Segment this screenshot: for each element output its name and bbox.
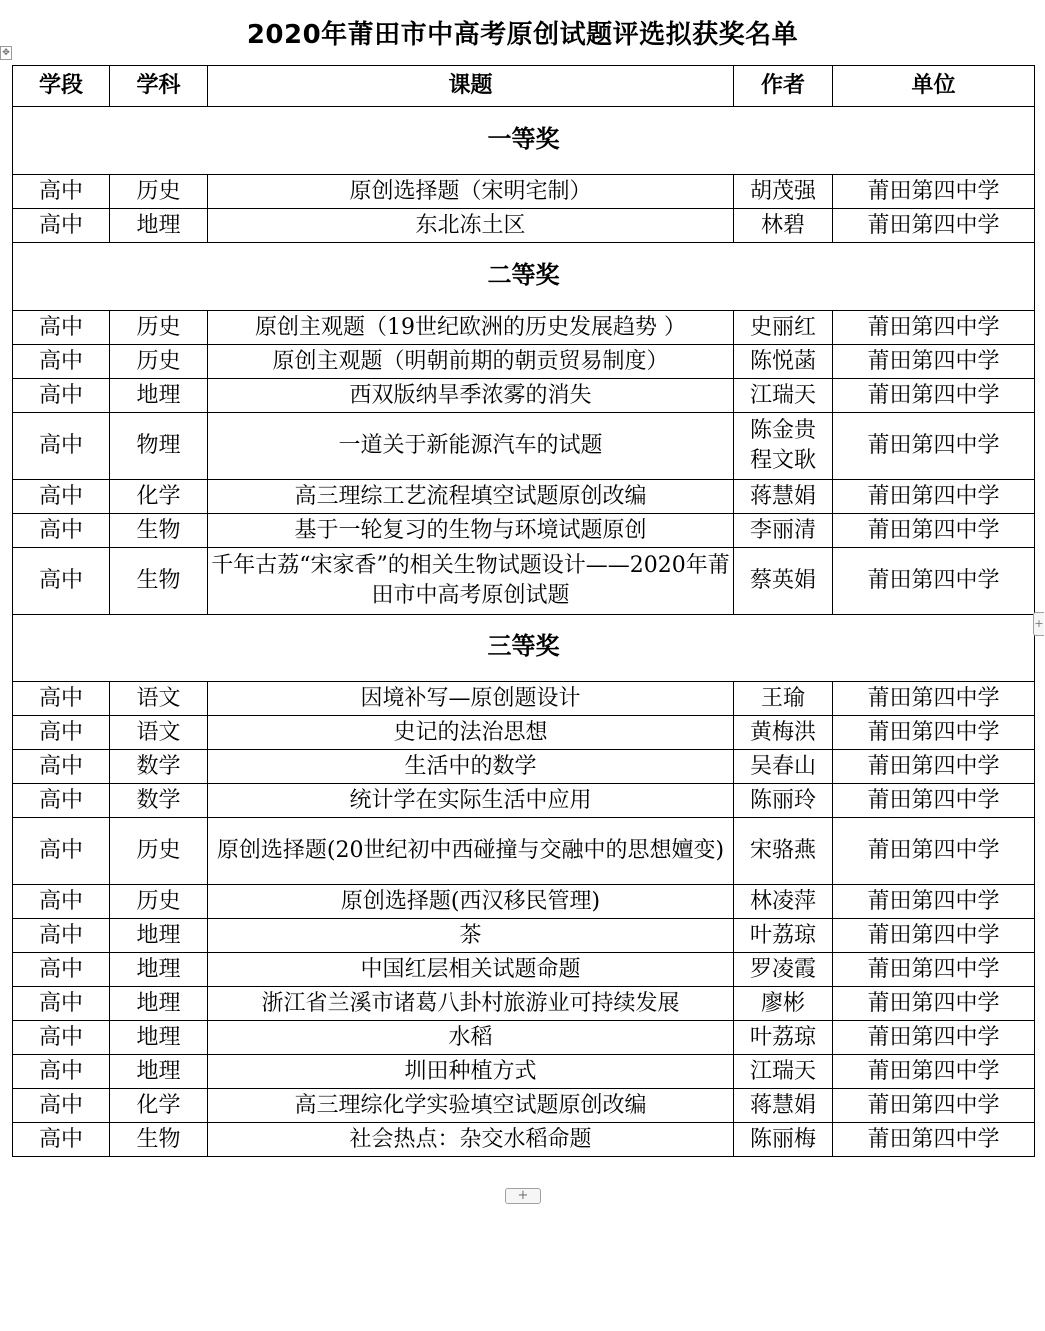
section-label (13, 243, 1035, 311)
cell-stage: 高中 (13, 750, 110, 784)
cell-stage: 高中 (13, 953, 110, 987)
section-first-prize (13, 107, 1035, 175)
table-row (13, 818, 1035, 885)
cell-topic: 茶 (208, 919, 734, 953)
cell-subject: 地理 (110, 379, 208, 413)
cell-subject: 语文 (110, 682, 208, 716)
cell-topic: 高三理综化学实验填空试题原创改编 (208, 1089, 734, 1123)
cell-unit: 莆田第四中学 (833, 345, 1035, 379)
cell-unit: 莆田第四中学 (833, 379, 1035, 413)
table-row (13, 919, 1035, 953)
cell-topic: 史记的法治思想 (208, 716, 734, 750)
cell-stage: 高中 (13, 345, 110, 379)
cell-stage: 高中 (13, 209, 110, 243)
cell-unit: 莆田第四中学 (833, 480, 1035, 514)
cell-author: 黄梅洪 (734, 716, 833, 750)
cell-stage: 高中 (13, 1123, 110, 1157)
cell-unit: 莆田第四中学 (833, 919, 1035, 953)
cell-stage: 高中 (13, 1055, 110, 1089)
table-row (13, 953, 1035, 987)
cell-stage: 高中 (13, 1021, 110, 1055)
cell-topic: 原创主观题（明朝前期的朝贡贸易制度） (208, 345, 734, 379)
cell-subject: 化学 (110, 480, 208, 514)
section-second-prize (13, 243, 1035, 311)
cell-subject: 生物 (110, 514, 208, 548)
add-column-icon[interactable]: + (1033, 612, 1044, 636)
add-row-icon[interactable]: + (505, 1188, 541, 1204)
cell-author: 叶荔琼 (734, 1021, 833, 1055)
table-row (13, 1123, 1035, 1157)
cell-subject: 语文 (110, 716, 208, 750)
table-row (13, 1021, 1035, 1055)
cell-subject: 生物 (110, 1123, 208, 1157)
section-label (13, 615, 1035, 682)
table-row (13, 716, 1035, 750)
cell-subject: 地理 (110, 919, 208, 953)
table-row (13, 784, 1035, 818)
cell-author: 江瑞天 (734, 379, 833, 413)
section-label-text: 一等奖 (487, 124, 560, 153)
cell-subject: 生物 (110, 548, 208, 615)
cell-stage: 高中 (13, 311, 110, 345)
cell-author: 林碧 (734, 209, 833, 243)
cell-subject: 地理 (110, 1021, 208, 1055)
cell-topic: 社会热点：杂交水稻命题 (208, 1123, 734, 1157)
cell-author: 陈悦菡 (734, 345, 833, 379)
cell-subject: 地理 (110, 987, 208, 1021)
cell-subject: 地理 (110, 953, 208, 987)
cell-subject: 历史 (110, 345, 208, 379)
cell-subject: 物理 (110, 413, 208, 480)
cell-topic: 一道关于新能源汽车的试题 (208, 413, 734, 480)
cell-unit: 莆田第四中学 (833, 548, 1035, 615)
cell-topic: 中国红层相关试题命题 (208, 953, 734, 987)
header-author: 作者 (734, 66, 833, 107)
cell-unit: 莆田第四中学 (833, 750, 1035, 784)
cell-topic: 浙江省兰溪市诸葛八卦村旅游业可持续发展 (208, 987, 734, 1021)
cell-topic: 原创主观题（19世纪欧洲的历史发展趋势 ） (208, 311, 734, 345)
cell-author: 蒋慧娟 (734, 480, 833, 514)
cell-stage: 高中 (13, 885, 110, 919)
cell-topic: 原创选择题（宋明宅制） (208, 175, 734, 209)
cell-stage: 高中 (13, 919, 110, 953)
cell-author: 胡茂强 (734, 175, 833, 209)
table-body (13, 107, 1035, 1157)
award-table (12, 65, 1035, 1157)
cell-stage: 高中 (13, 413, 110, 480)
cell-subject: 历史 (110, 885, 208, 919)
cell-unit: 莆田第四中学 (833, 818, 1035, 885)
cell-stage: 高中 (13, 784, 110, 818)
cell-stage: 高中 (13, 480, 110, 514)
table-row (13, 413, 1035, 480)
cell-unit: 莆田第四中学 (833, 987, 1035, 1021)
cell-stage: 高中 (13, 175, 110, 209)
move-icon[interactable]: ✥ (0, 46, 12, 60)
cell-stage: 高中 (13, 1089, 110, 1123)
cell-subject: 地理 (110, 209, 208, 243)
cell-topic: 高三理综工艺流程填空试题原创改编 (208, 480, 734, 514)
cell-topic: 水稻 (208, 1021, 734, 1055)
cell-unit: 莆田第四中学 (833, 209, 1035, 243)
cell-author: 史丽红 (734, 311, 833, 345)
cell-unit: 莆田第四中学 (833, 1055, 1035, 1089)
header-subject: 学科 (110, 66, 208, 107)
cell-stage: 高中 (13, 379, 110, 413)
section-third-prize (13, 615, 1035, 682)
table-row (13, 175, 1035, 209)
cell-topic: 千年古荔“宋家香”的相关生物试题设计——2020年莆田市中高考原创试题 (208, 548, 734, 615)
table-row (13, 209, 1035, 243)
table-row (13, 682, 1035, 716)
cell-topic: 因境补写—原创题设计 (208, 682, 734, 716)
table-row (13, 1055, 1035, 1089)
section-label-text: 三等奖 (487, 632, 560, 660)
header-unit: 单位 (833, 66, 1035, 107)
cell-author: 陈丽玲 (734, 784, 833, 818)
page-title: 2020年莆田市中高考原创试题评选拟获奖名单 (246, 20, 799, 50)
cell-topic: 原创选择题(西汉移民管理) (208, 885, 734, 919)
cell-unit: 莆田第四中学 (833, 413, 1035, 480)
cell-topic: 统计学在实际生活中应用 (208, 784, 734, 818)
cell-author: 廖彬 (734, 987, 833, 1021)
cell-subject: 历史 (110, 311, 208, 345)
cell-stage: 高中 (13, 548, 110, 615)
cell-unit: 莆田第四中学 (833, 514, 1035, 548)
cell-unit: 莆田第四中学 (833, 1089, 1035, 1123)
section-label (13, 107, 1035, 175)
cell-author: 陈金贵 程文耿 (734, 413, 833, 480)
cell-author: 蔡英娟 (734, 548, 833, 615)
cell-unit: 莆田第四中学 (833, 311, 1035, 345)
cell-subject: 历史 (110, 818, 208, 885)
cell-author: 吴春山 (734, 750, 833, 784)
cell-topic: 原创选择题(20世纪初中西碰撞与交融中的思想嬗变) (208, 818, 734, 885)
cell-unit: 莆田第四中学 (833, 1021, 1035, 1055)
cell-stage: 高中 (13, 818, 110, 885)
cell-unit: 莆田第四中学 (833, 175, 1035, 209)
cell-unit: 莆田第四中学 (833, 784, 1035, 818)
cell-stage: 高中 (13, 682, 110, 716)
table-row (13, 750, 1035, 784)
cell-topic: 西双版纳旱季浓雾的消失 (208, 379, 734, 413)
cell-subject: 化学 (110, 1089, 208, 1123)
cell-unit: 莆田第四中学 (833, 885, 1035, 919)
cell-topic: 东北冻土区 (208, 209, 734, 243)
cell-subject: 地理 (110, 1055, 208, 1089)
cell-unit: 莆田第四中学 (833, 682, 1035, 716)
table-row (13, 345, 1035, 379)
cell-subject: 历史 (110, 175, 208, 209)
cell-topic: 圳田种植方式 (208, 1055, 734, 1089)
header-topic: 课题 (208, 66, 734, 107)
cell-unit: 莆田第四中学 (833, 1123, 1035, 1157)
cell-stage: 高中 (13, 514, 110, 548)
cell-subject: 数学 (110, 750, 208, 784)
cell-unit: 莆田第四中学 (833, 716, 1035, 750)
cell-author: 王瑜 (734, 682, 833, 716)
header-stage: 学段 (13, 66, 110, 107)
cell-stage: 高中 (13, 716, 110, 750)
table-row (13, 885, 1035, 919)
table-row (13, 379, 1035, 413)
table-header-row (13, 66, 1035, 107)
cell-author: 林凌萍 (734, 885, 833, 919)
cell-author: 罗凌霞 (734, 953, 833, 987)
cell-unit: 莆田第四中学 (833, 953, 1035, 987)
cell-author: 叶荔琼 (734, 919, 833, 953)
cell-author: 宋骆燕 (734, 818, 833, 885)
cell-author: 蒋慧娟 (734, 1089, 833, 1123)
cell-topic: 基于一轮复习的生物与环境试题原创 (208, 514, 734, 548)
cell-author: 江瑞天 (734, 1055, 833, 1089)
cell-author: 李丽清 (734, 514, 833, 548)
section-label-text: 二等奖 (487, 260, 560, 289)
cell-author: 陈丽梅 (734, 1123, 833, 1157)
table-row (13, 480, 1035, 514)
table-row (13, 311, 1035, 345)
cell-stage: 高中 (13, 987, 110, 1021)
cell-subject: 数学 (110, 784, 208, 818)
table-row (13, 987, 1035, 1021)
table-row (13, 514, 1035, 548)
cell-topic: 生活中的数学 (208, 750, 734, 784)
table-row (13, 548, 1035, 615)
table-row (13, 1089, 1035, 1123)
